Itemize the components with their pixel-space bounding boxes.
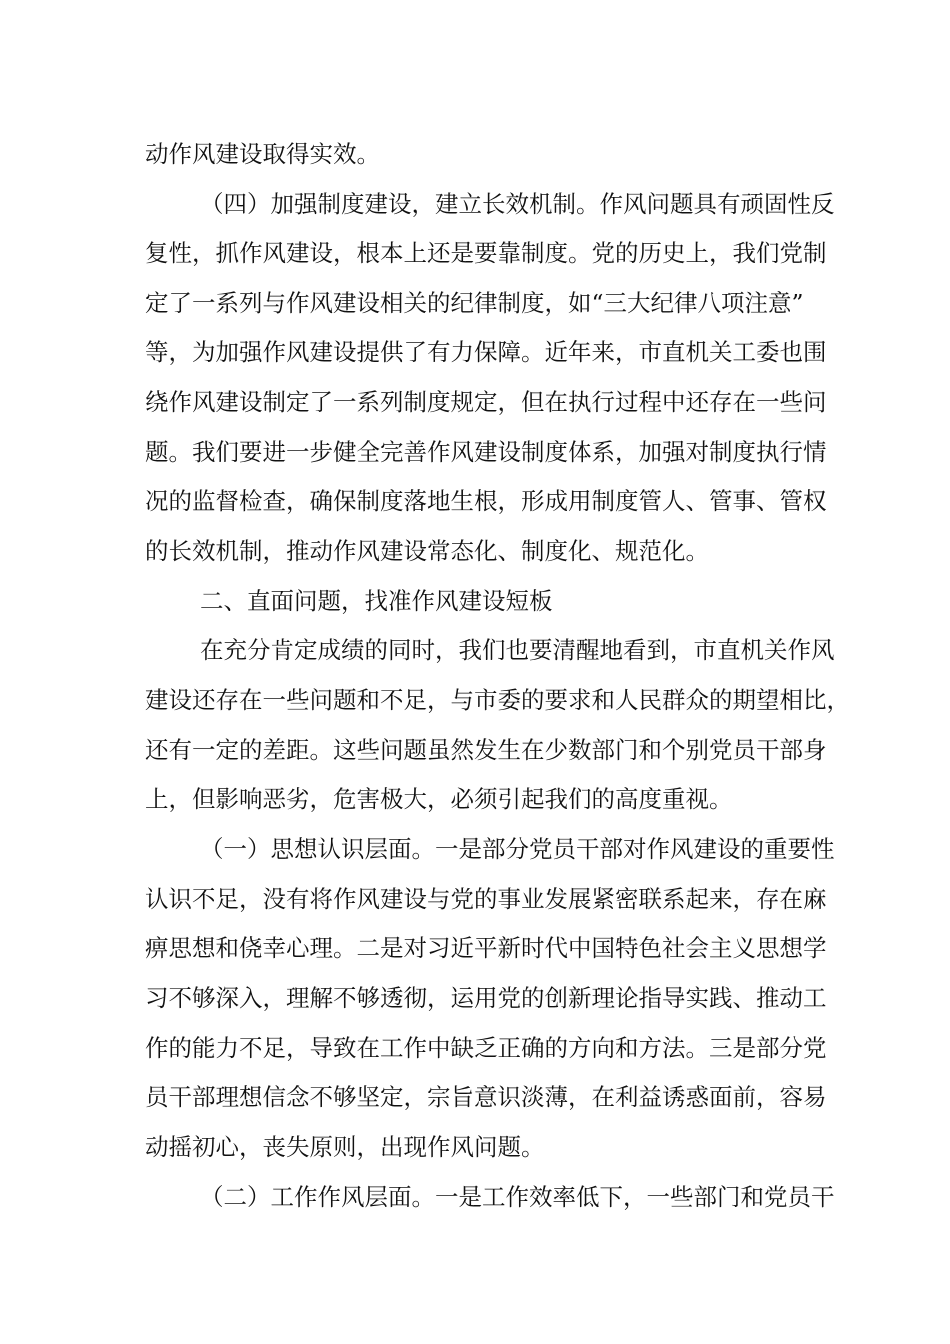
- text-line-6: 绕作风建设制定了一系列制度规定，但在执行过程中还存在一些问: [145, 388, 827, 416]
- text-line-15: （一）思想认识层面。一是部分党员干部对作风建设的重要性: [200, 835, 835, 863]
- text-line-2: （四）加强制度建设，建立长效机制。作风问题具有顽固性反: [200, 190, 835, 218]
- text-line-13: 还有一定的差距。这些问题虽然发生在少数部门和个别党员干部身: [145, 736, 827, 764]
- text-line-22: （二）工作作风层面。一是工作效率低下，一些部门和党员干: [200, 1183, 835, 1211]
- text-line-11: 在充分肯定成绩的同时，我们也要清醒地看到，市直机关作风: [200, 636, 835, 664]
- text-line-14: 上，但影响恶劣，危害极大，必须引起我们的高度重视。: [145, 785, 733, 813]
- section-heading: 二、直面问题，找准作风建设短板: [200, 587, 553, 615]
- text-line-20: 员干部理想信念不够坚定，宗旨意识淡薄，在利益诱惑面前，容易: [145, 1083, 827, 1111]
- text-line-19: 作的能力不足，导致在工作中缺乏正确的方向和方法。三是部分党: [145, 1034, 827, 1062]
- text-line-18: 习不够深入，理解不够透彻，运用党的创新理论指导实践、推动工: [145, 984, 827, 1012]
- text-line-16: 认识不足，没有将作风建设与党的事业发展紧密联系起来，存在麻: [145, 885, 827, 913]
- text-line-7: 题。我们要进一步健全完善作风建设制度体系，加强对制度执行情: [145, 438, 827, 466]
- text-line-5: 等，为加强作风建设提供了有力保障。近年来，市直机关工委也围: [145, 338, 827, 366]
- text-line-21: 动摇初心，丧失原则，出现作风问题。: [145, 1133, 545, 1161]
- text-line-9: 的长效机制，推动作风建设常态化、制度化、规范化。: [145, 537, 709, 565]
- text-line-17: 痹思想和侥幸心理。二是对习近平新时代中国特色社会主义思想学: [145, 934, 827, 962]
- text-line-12: 建设还存在一些问题和不足，与市委的要求和人民群众的期望相比，: [145, 686, 850, 714]
- text-line-4: 定了一系列与作风建设相关的纪律制度，如“三大纪律八项注意”: [145, 289, 804, 317]
- text-line-8: 况的监督检查，确保制度落地生根，形成用制度管人、管事、管权: [145, 487, 827, 515]
- text-line-3: 复性，抓作风建设，根本上还是要靠制度。党的历史上，我们党制: [145, 239, 827, 267]
- text-line-1: 动作风建设取得实效。: [145, 140, 380, 168]
